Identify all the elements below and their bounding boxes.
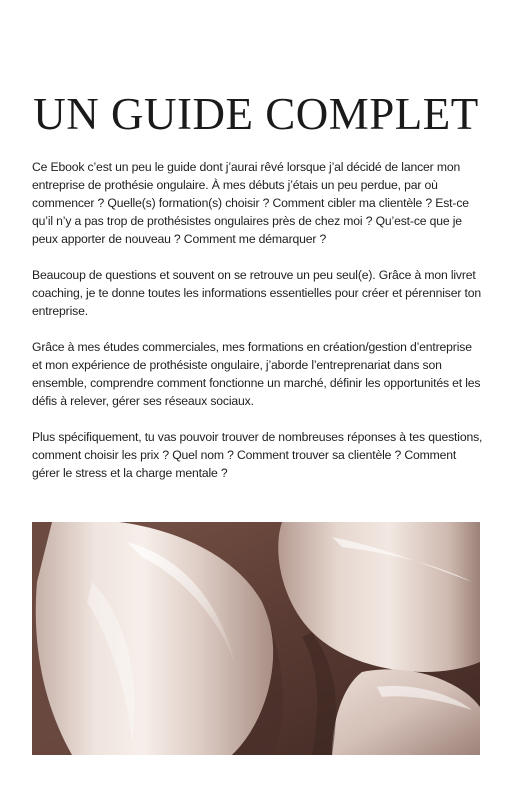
paragraph-specifics: Plus spécifiquement, tu vas pouvoir trouver de nombreuses réponses à tes questions, comment choisir les prix ? Quel nom ? Comment trouver sa clientèle ? Comment gérer le stress et la charge mentale ? bbox=[32, 430, 483, 480]
body-text bbox=[32, 158, 484, 500]
page-title: UN GUIDE COMPLET bbox=[33, 89, 479, 139]
nails-photo-illustration bbox=[32, 522, 480, 755]
nails-photo bbox=[32, 522, 480, 755]
paragraph-intro: Ce Ebook c’est un peu le guide dont j’aurai rêvé lorsque j’al décidé de lancer mon entreprise de prothésie ongulaire. À mes débuts j’étais un peu perdue, par où commencer ? Quelle(s) formation(s) choisir ? Comment cibler ma clientèle ? Est-ce qu’il n’y a pas trop de prothésistes ongulaires près de chez moi ? Qu’est-ce que je peux apporter de nouveau ? Comment me démarquer ? bbox=[32, 160, 469, 246]
paragraph-questions: Beaucoup de questions et souvent on se retrouve un peu seul(e). Grâce à mon livret coaching, je te donne toutes les informations essentielles pour créer et pérenniser ton entreprise. bbox=[32, 268, 481, 318]
paragraph-experience: Grâce à mes études commerciales, mes formations en création/gestion d’entreprise et mon expérience de prothésiste ongulaire, j’aborde l’entreprenariat dans son ensemble, comprendre comment fonctionne un marché, définir les opportunités et les défis à relever, gérer ses réseaux sociaux. bbox=[32, 340, 481, 408]
